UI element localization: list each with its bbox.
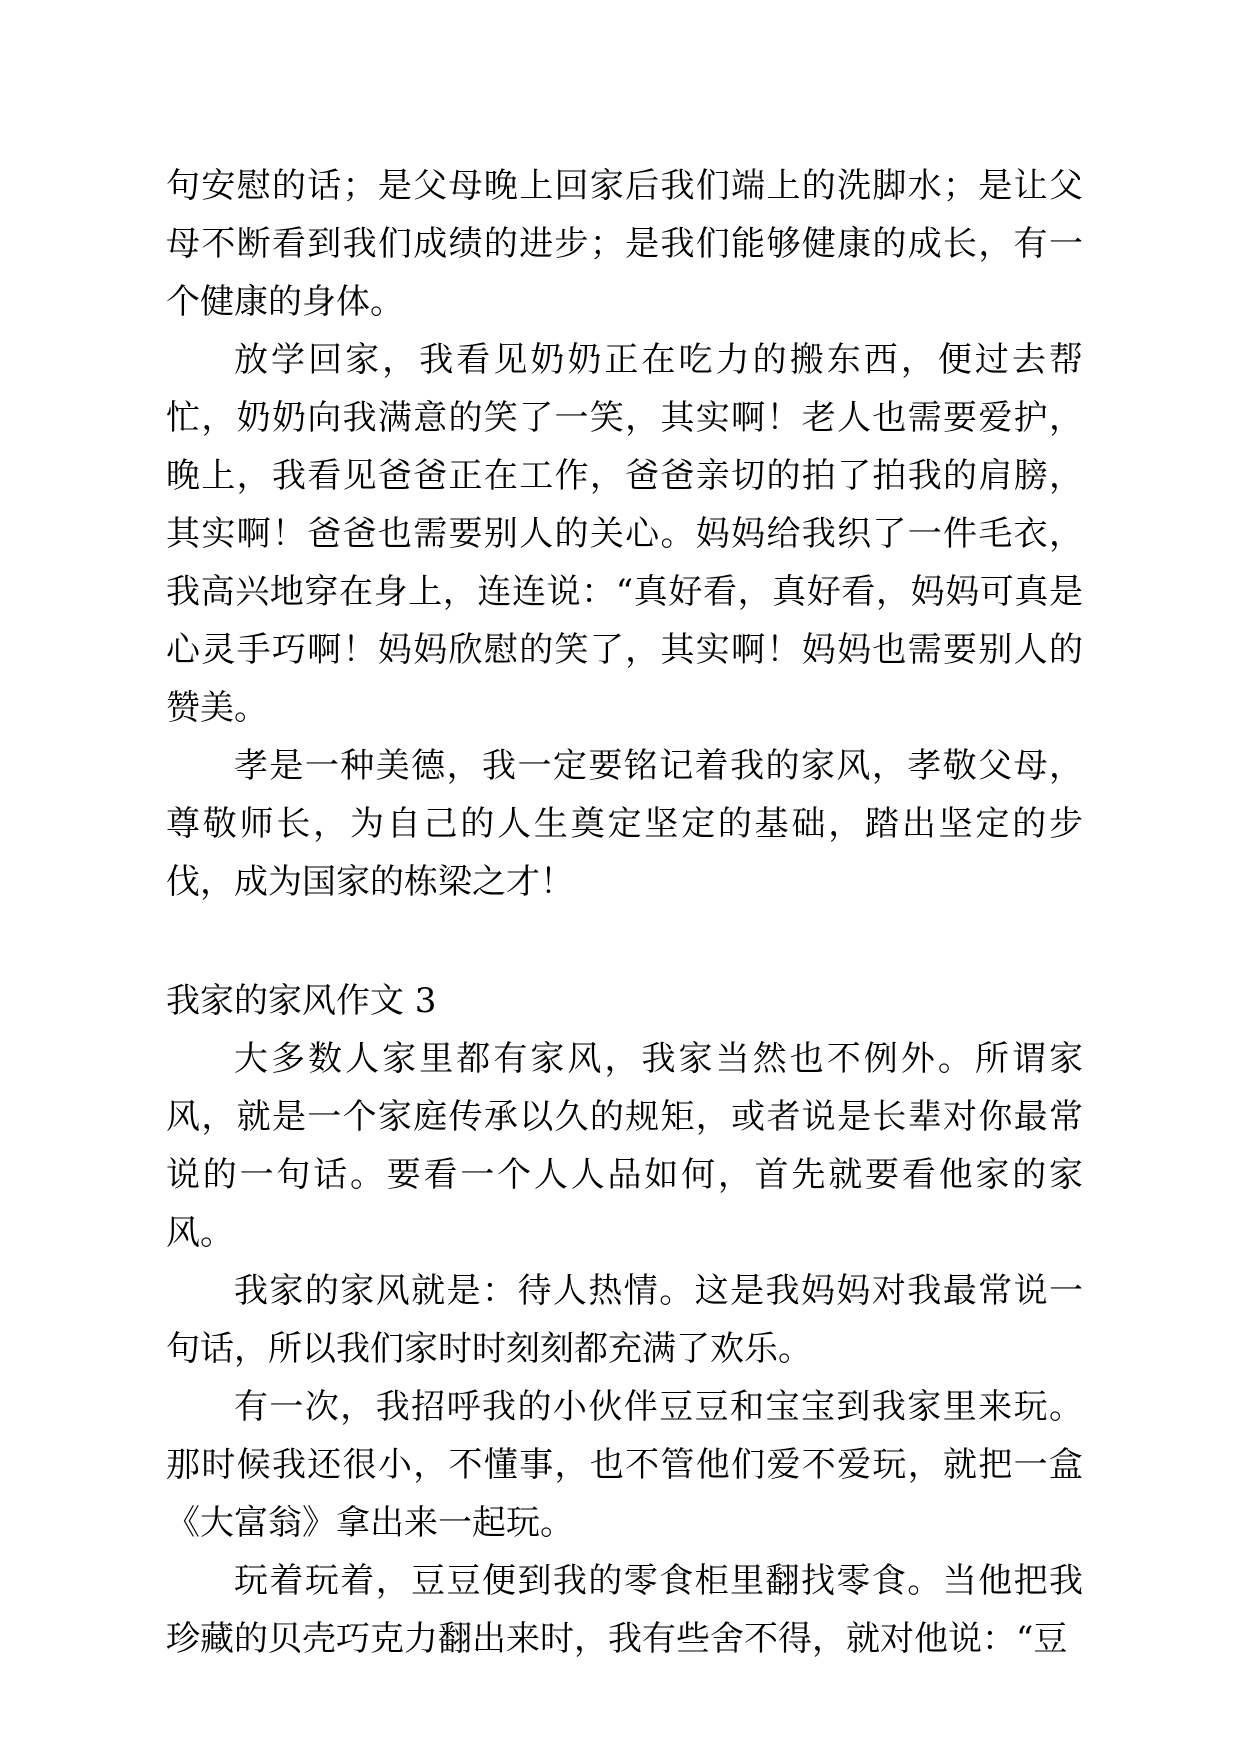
essay-section-heading: 我家的家风作文 3	[166, 981, 437, 1021]
essay-paragraph: 有一次，我招呼我的小伙伴豆豆和宝宝到我家里来玩。那时候我还很小，不懂事，也不管他们爱不爱玩，就把一盒《大富翁》拿出来一起玩。	[166, 1387, 1083, 1543]
essay-paragraph: 句安慰的话；是父母晚上回家后我们端上的洗脚水；是让父母不断看到我们成绩的进步；是我们能够健康的成长，有一个健康的身体。	[166, 166, 1083, 322]
essay-paragraph: 玩着玩着，豆豆便到我的零食柜里翻找零食。当他把我珍藏的贝壳巧克力翻出来时，我有些舍不得，就对他说：“豆	[166, 1561, 1083, 1659]
essay-paragraph: 孝是一种美德，我一定要铭记着我的家风，孝敬父母，尊敬师长，为自己的人生奠定坚定的基础，踏出坚定的步伐，成为国家的栋梁之才！	[166, 746, 1083, 902]
essay-paragraph: 我家的家风就是：待人热情。这是我妈妈对我最常说一句话，所以我们家时时刻刻都充满了欢乐。	[166, 1271, 1083, 1369]
essay-body	[166, 157, 1083, 1668]
essay-paragraph: 放学回家，我看见奶奶正在吃力的搬东西，便过去帮忙，奶奶向我满意的笑了一笑，其实啊！老人也需要爱护，晚上，我看见爸爸正在工作，爸爸亲切的拍了拍我的肩膀，其实啊！爸爸也需要别人的关心。妈妈给我织了一件毛衣，我高兴地穿在身上，连连说：“真好看，真好看，妈妈可真是心灵手巧啊！妈妈欣慰的笑了，其实啊！妈妈也需要别人的赞美。	[166, 340, 1083, 728]
essay-paragraph: 大多数人家里都有家风，我家当然也不例外。所谓家风，就是一个家庭传承以久的规矩，或者说是长辈对你最常说的一句话。要看一个人人品如何，首先就要看他家的家风。	[166, 1039, 1083, 1253]
